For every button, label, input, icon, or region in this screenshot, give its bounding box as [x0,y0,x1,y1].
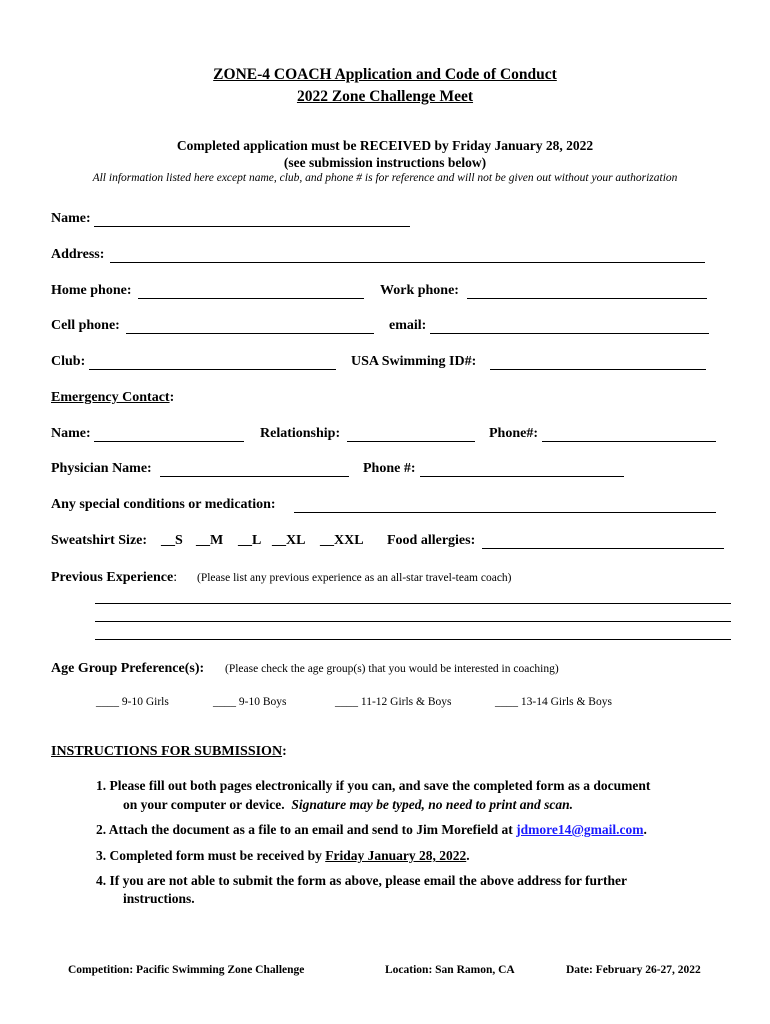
age-option-9-10-boys[interactable]: ____ 9-10 Boys [213,696,287,708]
footer-location: Location: San Ramon, CA [385,964,515,976]
work-phone-label: Work phone: [380,283,459,298]
experience-label: Previous Experience: [51,570,178,585]
emergency-phone-field[interactable] [542,441,716,442]
usa-id-label: USA Swimming ID#: [351,354,477,369]
conditions-field[interactable] [294,512,716,513]
club-field[interactable] [89,369,336,370]
experience-line-3[interactable] [95,639,731,640]
food-allergies-field[interactable] [482,548,724,549]
size-l-option[interactable]: __L [238,533,262,548]
deadline-text: Completed application must be RECEIVED by Friday January 28, 2022 [176,138,594,153]
name-label: Name: [51,211,91,226]
age-option-9-10-girls[interactable]: ____ 9-10 Girls [96,696,169,708]
size-m-option[interactable]: __M [196,533,224,548]
instructions-heading: INSTRUCTIONS FOR SUBMISSION: [51,744,287,759]
email-link[interactable]: jdmore14@gmail.com [516,822,644,837]
instruction-2: 2. Attach the document as a file to an email and send to Jim Morefield at jdmore14@gmail.com. [96,822,647,837]
physician-field[interactable] [160,476,349,477]
emergency-phone-label: Phone#: [489,426,538,441]
email-field[interactable] [430,333,709,334]
experience-line-1[interactable] [95,603,731,604]
emergency-name-label: Name: [51,426,91,441]
physician-label: Physician Name: [51,461,152,476]
age-option-13-14[interactable]: ____ 13-14 Girls & Boys [495,696,612,708]
emergency-name-field[interactable] [94,441,244,442]
form-title: ZONE-4 COACH Application and Code of Conduct [213,66,557,83]
deadline-subtext: (see submission instructions below) [283,155,487,170]
privacy-note: All information listed here except name, club, and phone # is for reference and will not be given out without your authorization [92,172,678,184]
instruction-1-line-2: on your computer or device. Signature may be typed, no need to print and scan. [123,797,574,812]
email-label: email: [389,318,427,333]
age-group-hint: (Please check the age group(s) that you would be interested in coaching) [225,663,559,675]
form-subtitle: 2022 Zone Challenge Meet [296,88,474,105]
sweatshirt-label: Sweatshirt Size: [51,533,148,548]
home-phone-field[interactable] [138,298,364,299]
size-s-option[interactable]: __S [161,533,183,548]
work-phone-field[interactable] [467,298,707,299]
experience-line-2[interactable] [95,621,731,622]
instruction-4-line-1: 4. If you are not able to submit the form as above, please email the above address for further [96,873,627,888]
relationship-label: Relationship: [260,426,341,441]
conditions-label: Any special conditions or medication: [51,497,276,512]
instruction-1-line-1: 1. Please fill out both pages electronically if you can, and save the completed form as a document [96,778,651,793]
home-phone-label: Home phone: [51,283,132,298]
footer-competition: Competition: Pacific Swimming Zone Challenge [68,964,305,976]
address-label: Address: [51,247,105,262]
size-xxl-option[interactable]: __XXL [320,533,364,548]
experience-hint: (Please list any previous experience as an all-star travel-team coach) [197,572,512,584]
age-option-11-12[interactable]: ____ 11-12 Girls & Boys [335,696,452,708]
size-xl-option[interactable]: __XL [272,533,306,548]
instruction-4-line-2: instructions. [123,891,195,906]
emergency-contact-heading: Emergency Contact: [51,390,175,405]
usa-id-field[interactable] [490,369,706,370]
address-field[interactable] [110,262,705,263]
instruction-3: 3. Completed form must be received by Friday January 28, 2022. [96,848,470,863]
footer-date: Date: February 26-27, 2022 [566,964,701,976]
relationship-field[interactable] [347,441,475,442]
cell-phone-field[interactable] [126,333,374,334]
cell-phone-label: Cell phone: [51,318,120,333]
club-label: Club: [51,354,86,369]
physician-phone-label: Phone #: [363,461,416,476]
physician-phone-field[interactable] [420,476,624,477]
food-allergies-label: Food allergies: [387,533,476,548]
name-field[interactable] [94,226,410,227]
age-group-label: Age Group Preference(s): [51,661,205,676]
